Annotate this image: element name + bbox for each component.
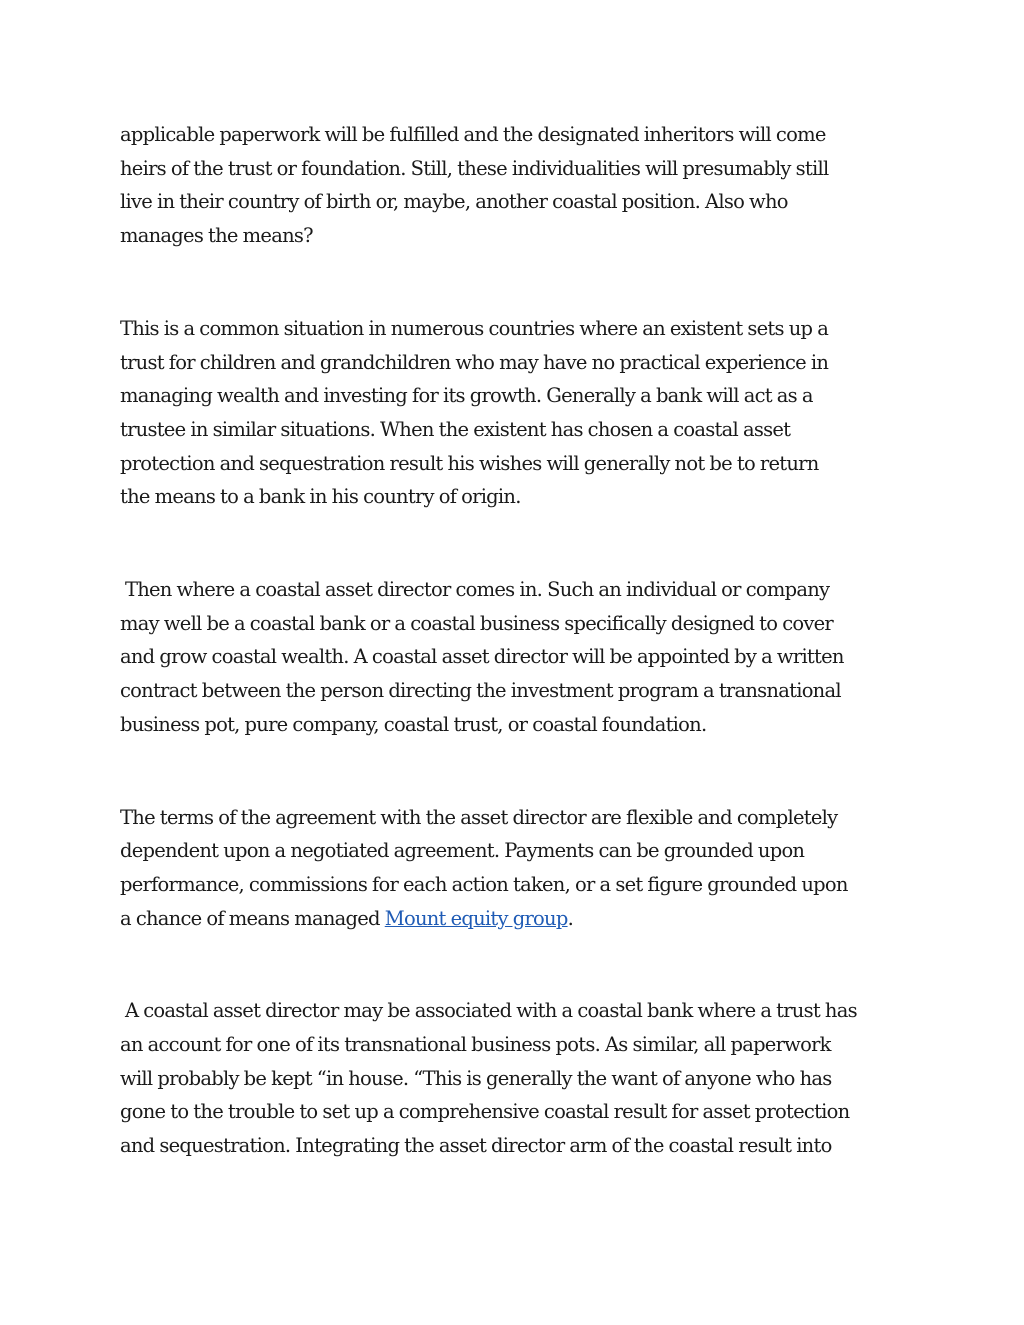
paragraph-3 xyxy=(120,573,906,742)
paragraph-5 xyxy=(120,994,906,1163)
text-line: A coastal asset director may be associated with a coastal bank where a trust has xyxy=(120,999,857,1023)
text-line: and grow coastal wealth. A coastal asset director will be appointed by a written xyxy=(120,645,844,669)
text-line: contract between the person directing the investment program a transnational xyxy=(120,679,841,703)
text-line: performance, commissions for each action taken, or a set figure grounded upon xyxy=(120,872,848,896)
text-line: trustee in similar situations. When the existent has chosen a coastal asset xyxy=(120,417,791,441)
text-line: Then where a coastal asset director comes in. Such an individual or company xyxy=(120,578,830,602)
text-line-with-link xyxy=(120,902,906,936)
text-line: dependent upon a negotiated agreement. Payments can be grounded upon xyxy=(120,839,805,863)
document-page xyxy=(120,118,906,1222)
text-line: applicable paperwork will be fulfilled and the designated inheritors will come xyxy=(120,123,826,146)
text-line: trust for children and grandchildren who may have no practical experience in xyxy=(120,350,829,374)
text-line: manages the means? xyxy=(120,224,313,248)
paragraph-4 xyxy=(120,801,906,936)
text-line: an account for one of its transnational business pots. As similar, all paperwork xyxy=(120,1033,831,1057)
text-line: will probably be kept “in house. “This is generally the want of anyone who has xyxy=(120,1066,832,1090)
text-line: protection and sequestration result his wishes will generally not be to return xyxy=(120,451,819,475)
text-line: may well be a coastal bank or a coastal business specifically designed to cover xyxy=(120,611,833,635)
text-line: business pot, pure company, coastal trust, or coastal foundation. xyxy=(120,712,707,736)
text-line: gone to the trouble to set up a comprehensive coastal result for asset protection xyxy=(120,1100,850,1124)
text-line: managing wealth and investing for its growth. Generally a bank will act as a xyxy=(120,384,813,408)
text-fragment: a chance of means managed xyxy=(120,906,385,930)
text-line: the means to a bank in his country of origin. xyxy=(120,485,521,509)
text-fragment: . xyxy=(567,906,574,930)
text-line: heirs of the trust or foundation. Still, these individualities will presumably still xyxy=(120,156,829,180)
text-line: and sequestration. Integrating the asset director arm of the coastal result into xyxy=(120,1134,832,1158)
mount-equity-group-link[interactable]: Mount equity group xyxy=(384,906,568,930)
paragraph-1 xyxy=(120,118,906,253)
text-line: The terms of the agreement with the asset director are flexible and completely xyxy=(120,805,838,829)
text-line: This is a common situation in numerous countries where an existent sets up a xyxy=(120,316,829,340)
paragraph-2 xyxy=(120,312,906,514)
text-line: live in their country of birth or, maybe, another coastal position. Also who xyxy=(120,190,788,214)
